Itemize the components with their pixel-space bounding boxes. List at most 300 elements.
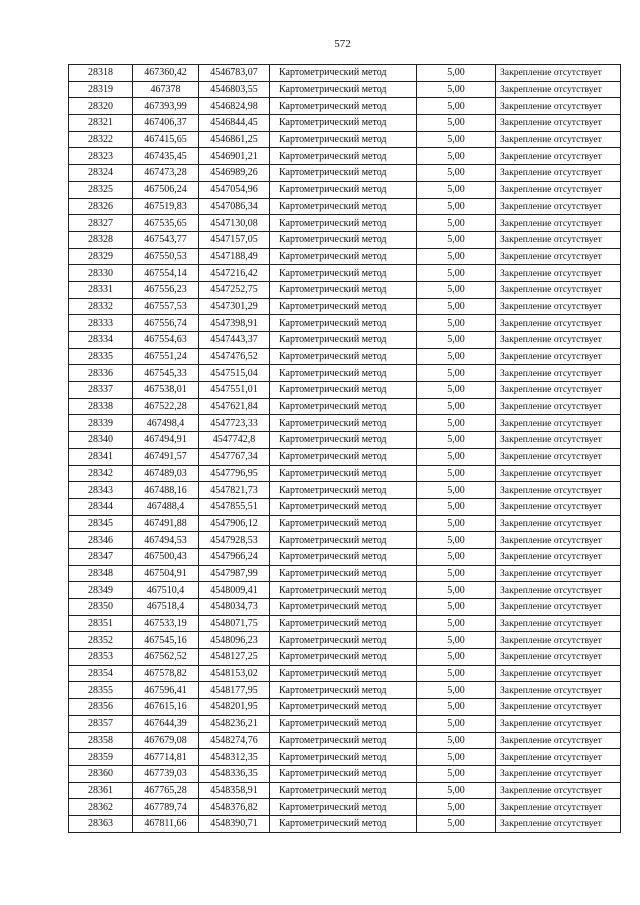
method-cell: Картометрический метод: [270, 699, 417, 716]
fixing-status-cell: Закрепление отсутствует: [496, 565, 621, 582]
y-coordinate-cell: 4548390,71: [199, 815, 270, 832]
fixing-status-cell: Закрепление отсутствует: [496, 498, 621, 515]
fixing-status-cell: Закрепление отсутствует: [496, 699, 621, 716]
y-coordinate-cell: 4547252,75: [199, 281, 270, 298]
method-cell: Картометрический метод: [270, 382, 417, 399]
accuracy-cell: 5,00: [417, 799, 496, 816]
fixing-status-cell: Закрепление отсутствует: [496, 198, 621, 215]
x-coordinate-cell: 467545,33: [133, 365, 199, 382]
point-number-cell: 28343: [69, 482, 133, 499]
x-coordinate-cell: 467557,53: [133, 298, 199, 315]
point-number-cell: 28345: [69, 515, 133, 532]
y-coordinate-cell: 4547767,34: [199, 448, 270, 465]
fixing-status-cell: Закрепление отсутствует: [496, 732, 621, 749]
x-coordinate-cell: 467510,4: [133, 582, 199, 599]
accuracy-cell: 5,00: [417, 265, 496, 282]
accuracy-cell: 5,00: [417, 732, 496, 749]
accuracy-cell: 5,00: [417, 482, 496, 499]
method-cell: Картометрический метод: [270, 65, 417, 82]
x-coordinate-cell: 467506,24: [133, 181, 199, 198]
method-cell: Картометрический метод: [270, 465, 417, 482]
fixing-status-cell: Закрепление отсутствует: [496, 548, 621, 565]
accuracy-cell: 5,00: [417, 782, 496, 799]
point-number-cell: 28340: [69, 432, 133, 449]
accuracy-cell: 5,00: [417, 115, 496, 132]
fixing-status-cell: Закрепление отсутствует: [496, 81, 621, 98]
method-cell: Картометрический метод: [270, 615, 417, 632]
method-cell: Картометрический метод: [270, 265, 417, 282]
fixing-status-cell: Закрепление отсутствует: [496, 715, 621, 732]
y-coordinate-cell: 4546844,45: [199, 115, 270, 132]
accuracy-cell: 5,00: [417, 665, 496, 682]
method-cell: Картометрический метод: [270, 348, 417, 365]
accuracy-cell: 5,00: [417, 382, 496, 399]
x-coordinate-cell: 467519,83: [133, 198, 199, 215]
method-cell: Картометрический метод: [270, 548, 417, 565]
accuracy-cell: 5,00: [417, 599, 496, 616]
table-row: [69, 115, 621, 132]
y-coordinate-cell: 4548127,25: [199, 649, 270, 666]
point-number-cell: 28363: [69, 815, 133, 832]
table-row: [69, 148, 621, 165]
table-row: [69, 799, 621, 816]
fixing-status-cell: Закрепление отсутствует: [496, 815, 621, 832]
method-cell: Картометрический метод: [270, 665, 417, 682]
y-coordinate-cell: 4547987,99: [199, 565, 270, 582]
y-coordinate-cell: 4548376,82: [199, 799, 270, 816]
y-coordinate-cell: 4547443,37: [199, 332, 270, 349]
fixing-status-cell: Закрепление отсутствует: [496, 131, 621, 148]
accuracy-cell: 5,00: [417, 649, 496, 666]
accuracy-cell: 5,00: [417, 231, 496, 248]
fixing-status-cell: Закрепление отсутствует: [496, 98, 621, 115]
y-coordinate-cell: 4547906,12: [199, 515, 270, 532]
table-row: [69, 749, 621, 766]
fixing-status-cell: Закрепление отсутствует: [496, 382, 621, 399]
table-row: [69, 765, 621, 782]
accuracy-cell: 5,00: [417, 565, 496, 582]
table-row: [69, 582, 621, 599]
y-coordinate-cell: 4547301,29: [199, 298, 270, 315]
accuracy-cell: 5,00: [417, 81, 496, 98]
accuracy-cell: 5,00: [417, 448, 496, 465]
point-number-cell: 28330: [69, 265, 133, 282]
accuracy-cell: 5,00: [417, 465, 496, 482]
x-coordinate-cell: 467500,43: [133, 548, 199, 565]
fixing-status-cell: Закрепление отсутствует: [496, 599, 621, 616]
y-coordinate-cell: 4546861,25: [199, 131, 270, 148]
accuracy-cell: 5,00: [417, 165, 496, 182]
method-cell: Картометрический метод: [270, 532, 417, 549]
method-cell: Картометрический метод: [270, 332, 417, 349]
method-cell: Картометрический метод: [270, 682, 417, 699]
accuracy-cell: 5,00: [417, 699, 496, 716]
point-number-cell: 28323: [69, 148, 133, 165]
table-row: [69, 398, 621, 415]
accuracy-cell: 5,00: [417, 715, 496, 732]
accuracy-cell: 5,00: [417, 548, 496, 565]
accuracy-cell: 5,00: [417, 415, 496, 432]
x-coordinate-cell: 467491,88: [133, 515, 199, 532]
table-row: [69, 65, 621, 82]
fixing-status-cell: Закрепление отсутствует: [496, 415, 621, 432]
fixing-status-cell: Закрепление отсутствует: [496, 682, 621, 699]
y-coordinate-cell: 4547796,95: [199, 465, 270, 482]
y-coordinate-cell: 4547476,52: [199, 348, 270, 365]
x-coordinate-cell: 467494,91: [133, 432, 199, 449]
point-number-cell: 28337: [69, 382, 133, 399]
point-number-cell: 28354: [69, 665, 133, 682]
fixing-status-cell: Закрепление отсутствует: [496, 265, 621, 282]
point-number-cell: 28318: [69, 65, 133, 82]
method-cell: Картометрический метод: [270, 565, 417, 582]
y-coordinate-cell: 4547551,01: [199, 382, 270, 399]
table-row: [69, 298, 621, 315]
method-cell: Картометрический метод: [270, 448, 417, 465]
accuracy-cell: 5,00: [417, 582, 496, 599]
accuracy-cell: 5,00: [417, 632, 496, 649]
x-coordinate-cell: 467550,53: [133, 248, 199, 265]
table-row: [69, 448, 621, 465]
x-coordinate-cell: 467473,28: [133, 165, 199, 182]
y-coordinate-cell: 4548236,21: [199, 715, 270, 732]
accuracy-cell: 5,00: [417, 315, 496, 332]
table-row: [69, 198, 621, 215]
fixing-status-cell: Закрепление отсутствует: [496, 298, 621, 315]
point-number-cell: 28341: [69, 448, 133, 465]
accuracy-cell: 5,00: [417, 365, 496, 382]
point-number-cell: 28358: [69, 732, 133, 749]
fixing-status-cell: Закрепление отсутствует: [496, 281, 621, 298]
table-row: [69, 382, 621, 399]
point-number-cell: 28322: [69, 131, 133, 148]
y-coordinate-cell: 4547855,51: [199, 498, 270, 515]
y-coordinate-cell: 4547966,24: [199, 548, 270, 565]
accuracy-cell: 5,00: [417, 398, 496, 415]
x-coordinate-cell: 467615,16: [133, 699, 199, 716]
table-row: [69, 632, 621, 649]
table-row: [69, 715, 621, 732]
method-cell: Картометрический метод: [270, 181, 417, 198]
y-coordinate-cell: 4547086,34: [199, 198, 270, 215]
x-coordinate-cell: 467415,65: [133, 131, 199, 148]
table-row: [69, 215, 621, 232]
point-number-cell: 28325: [69, 181, 133, 198]
x-coordinate-cell: 467491,57: [133, 448, 199, 465]
fixing-status-cell: Закрепление отсутствует: [496, 749, 621, 766]
table-row: [69, 98, 621, 115]
fixing-status-cell: Закрепление отсутствует: [496, 181, 621, 198]
fixing-status-cell: Закрепление отсутствует: [496, 532, 621, 549]
method-cell: Картометрический метод: [270, 715, 417, 732]
fixing-status-cell: Закрепление отсутствует: [496, 65, 621, 82]
table-row: [69, 81, 621, 98]
x-coordinate-cell: 467545,16: [133, 632, 199, 649]
y-coordinate-cell: 4547054,96: [199, 181, 270, 198]
accuracy-cell: 5,00: [417, 348, 496, 365]
method-cell: Картометрический метод: [270, 115, 417, 132]
point-number-cell: 28352: [69, 632, 133, 649]
x-coordinate-cell: 467765,28: [133, 782, 199, 799]
point-number-cell: 28334: [69, 332, 133, 349]
point-number-cell: 28342: [69, 465, 133, 482]
method-cell: Картометрический метод: [270, 815, 417, 832]
x-coordinate-cell: 467533,19: [133, 615, 199, 632]
fixing-status-cell: Закрепление отсутствует: [496, 782, 621, 799]
method-cell: Картометрический метод: [270, 415, 417, 432]
point-number-cell: 28347: [69, 548, 133, 565]
method-cell: Картометрический метод: [270, 365, 417, 382]
method-cell: Картометрический метод: [270, 799, 417, 816]
table-row: [69, 265, 621, 282]
point-number-cell: 28335: [69, 348, 133, 365]
x-coordinate-cell: 467789,74: [133, 799, 199, 816]
table-row: [69, 332, 621, 349]
point-number-cell: 28333: [69, 315, 133, 332]
y-coordinate-cell: 4547621,84: [199, 398, 270, 415]
point-number-cell: 28356: [69, 699, 133, 716]
point-number-cell: 28329: [69, 248, 133, 265]
x-coordinate-cell: 467498,4: [133, 415, 199, 432]
x-coordinate-cell: 467488,16: [133, 482, 199, 499]
y-coordinate-cell: 4548153,02: [199, 665, 270, 682]
x-coordinate-cell: 467488,4: [133, 498, 199, 515]
point-number-cell: 28326: [69, 198, 133, 215]
page-number: 572: [334, 38, 351, 50]
accuracy-cell: 5,00: [417, 248, 496, 265]
method-cell: Картометрический метод: [270, 248, 417, 265]
y-coordinate-cell: 4547723,33: [199, 415, 270, 432]
accuracy-cell: 5,00: [417, 432, 496, 449]
point-number-cell: 28349: [69, 582, 133, 599]
x-coordinate-cell: 467494,53: [133, 532, 199, 549]
point-number-cell: 28339: [69, 415, 133, 432]
fixing-status-cell: Закрепление отсутствует: [496, 148, 621, 165]
method-cell: Картометрический метод: [270, 398, 417, 415]
y-coordinate-cell: 4547742,8: [199, 432, 270, 449]
y-coordinate-cell: 4547398,91: [199, 315, 270, 332]
point-number-cell: 28324: [69, 165, 133, 182]
accuracy-cell: 5,00: [417, 749, 496, 766]
accuracy-cell: 5,00: [417, 131, 496, 148]
y-coordinate-cell: 4548009,41: [199, 582, 270, 599]
point-number-cell: 28331: [69, 281, 133, 298]
accuracy-cell: 5,00: [417, 615, 496, 632]
table-row: [69, 181, 621, 198]
method-cell: Картометрический метод: [270, 782, 417, 799]
point-number-cell: 28328: [69, 231, 133, 248]
point-number-cell: 28327: [69, 215, 133, 232]
x-coordinate-cell: 467554,14: [133, 265, 199, 282]
table-row: [69, 682, 621, 699]
table-row: [69, 131, 621, 148]
y-coordinate-cell: 4546989,26: [199, 165, 270, 182]
accuracy-cell: 5,00: [417, 148, 496, 165]
y-coordinate-cell: 4547216,42: [199, 265, 270, 282]
table-row: [69, 415, 621, 432]
accuracy-cell: 5,00: [417, 532, 496, 549]
method-cell: Картометрический метод: [270, 632, 417, 649]
x-coordinate-cell: 467504,91: [133, 565, 199, 582]
method-cell: Картометрический метод: [270, 298, 417, 315]
table-row: [69, 649, 621, 666]
table-row: [69, 665, 621, 682]
point-number-cell: 28319: [69, 81, 133, 98]
fixing-status-cell: Закрепление отсутствует: [496, 649, 621, 666]
accuracy-cell: 5,00: [417, 515, 496, 532]
x-coordinate-cell: 467406,37: [133, 115, 199, 132]
method-cell: Картометрический метод: [270, 315, 417, 332]
table-row: [69, 498, 621, 515]
method-cell: Картометрический метод: [270, 281, 417, 298]
method-cell: Картометрический метод: [270, 198, 417, 215]
accuracy-cell: 5,00: [417, 181, 496, 198]
fixing-status-cell: Закрепление отсутствует: [496, 365, 621, 382]
fixing-status-cell: Закрепление отсутствует: [496, 248, 621, 265]
table-body: [69, 65, 621, 833]
method-cell: Картометрический метод: [270, 165, 417, 182]
table-row: [69, 599, 621, 616]
table-row: [69, 348, 621, 365]
accuracy-cell: 5,00: [417, 332, 496, 349]
x-coordinate-cell: 467578,82: [133, 665, 199, 682]
method-cell: Картометрический метод: [270, 482, 417, 499]
fixing-status-cell: Закрепление отсутствует: [496, 398, 621, 415]
fixing-status-cell: Закрепление отсутствует: [496, 799, 621, 816]
table-row: [69, 515, 621, 532]
x-coordinate-cell: 467551,24: [133, 348, 199, 365]
fixing-status-cell: Закрепление отсутствует: [496, 448, 621, 465]
table-row: [69, 615, 621, 632]
table-row: [69, 732, 621, 749]
table-row: [69, 815, 621, 832]
y-coordinate-cell: 4548201,95: [199, 699, 270, 716]
accuracy-cell: 5,00: [417, 682, 496, 699]
x-coordinate-cell: 467554,63: [133, 332, 199, 349]
y-coordinate-cell: 4547130,08: [199, 215, 270, 232]
y-coordinate-cell: 4548312,35: [199, 749, 270, 766]
point-number-cell: 28353: [69, 649, 133, 666]
table-row: [69, 231, 621, 248]
accuracy-cell: 5,00: [417, 215, 496, 232]
y-coordinate-cell: 4547928,53: [199, 532, 270, 549]
y-coordinate-cell: 4547157,05: [199, 231, 270, 248]
x-coordinate-cell: 467535,65: [133, 215, 199, 232]
x-coordinate-cell: 467489,03: [133, 465, 199, 482]
method-cell: Картометрический метод: [270, 749, 417, 766]
fixing-status-cell: Закрепление отсутствует: [496, 115, 621, 132]
fixing-status-cell: Закрепление отсутствует: [496, 215, 621, 232]
fixing-status-cell: Закрепление отсутствует: [496, 582, 621, 599]
y-coordinate-cell: 4548274,76: [199, 732, 270, 749]
point-number-cell: 28344: [69, 498, 133, 515]
accuracy-cell: 5,00: [417, 765, 496, 782]
x-coordinate-cell: 467562,52: [133, 649, 199, 666]
accuracy-cell: 5,00: [417, 298, 496, 315]
table-row: [69, 548, 621, 565]
point-number-cell: 28320: [69, 98, 133, 115]
fixing-status-cell: Закрепление отсутствует: [496, 765, 621, 782]
point-number-cell: 28338: [69, 398, 133, 415]
x-coordinate-cell: 467538,01: [133, 382, 199, 399]
y-coordinate-cell: 4548358,91: [199, 782, 270, 799]
accuracy-cell: 5,00: [417, 198, 496, 215]
table-row: [69, 565, 621, 582]
point-number-cell: 28362: [69, 799, 133, 816]
point-number-cell: 28355: [69, 682, 133, 699]
x-coordinate-cell: 467596,41: [133, 682, 199, 699]
fixing-status-cell: Закрепление отсутствует: [496, 432, 621, 449]
fixing-status-cell: Закрепление отсутствует: [496, 165, 621, 182]
x-coordinate-cell: 467644,39: [133, 715, 199, 732]
point-number-cell: 28361: [69, 782, 133, 799]
y-coordinate-cell: 4546803,55: [199, 81, 270, 98]
x-coordinate-cell: 467739,03: [133, 765, 199, 782]
coordinates-table: [68, 64, 621, 833]
point-number-cell: 28360: [69, 765, 133, 782]
fixing-status-cell: Закрепление отсутствует: [496, 231, 621, 248]
x-coordinate-cell: 467543,77: [133, 231, 199, 248]
table-row: [69, 432, 621, 449]
table-row: [69, 465, 621, 482]
fixing-status-cell: Закрепление отсутствует: [496, 665, 621, 682]
accuracy-cell: 5,00: [417, 98, 496, 115]
method-cell: Картометрический метод: [270, 432, 417, 449]
y-coordinate-cell: 4547821,73: [199, 482, 270, 499]
point-number-cell: 28332: [69, 298, 133, 315]
table-row: [69, 165, 621, 182]
table-row: [69, 532, 621, 549]
x-coordinate-cell: 467679,08: [133, 732, 199, 749]
method-cell: Картометрический метод: [270, 765, 417, 782]
fixing-status-cell: Закрепление отсутствует: [496, 348, 621, 365]
y-coordinate-cell: 4548177,95: [199, 682, 270, 699]
fixing-status-cell: Закрепление отсутствует: [496, 332, 621, 349]
point-number-cell: 28348: [69, 565, 133, 582]
x-coordinate-cell: 467556,74: [133, 315, 199, 332]
fixing-status-cell: Закрепление отсутствует: [496, 315, 621, 332]
method-cell: Картометрический метод: [270, 98, 417, 115]
point-number-cell: 28357: [69, 715, 133, 732]
accuracy-cell: 5,00: [417, 815, 496, 832]
y-coordinate-cell: 4546824,98: [199, 98, 270, 115]
method-cell: Картометрический метод: [270, 231, 417, 248]
y-coordinate-cell: 4546783,07: [199, 65, 270, 82]
x-coordinate-cell: 467435,45: [133, 148, 199, 165]
point-number-cell: 28351: [69, 615, 133, 632]
fixing-status-cell: Закрепление отсутствует: [496, 515, 621, 532]
point-number-cell: 28350: [69, 599, 133, 616]
method-cell: Картометрический метод: [270, 515, 417, 532]
x-coordinate-cell: 467360,42: [133, 65, 199, 82]
fixing-status-cell: Закрепление отсутствует: [496, 615, 621, 632]
method-cell: Картометрический метод: [270, 599, 417, 616]
method-cell: Картометрический метод: [270, 649, 417, 666]
table-row: [69, 365, 621, 382]
method-cell: Картометрический метод: [270, 215, 417, 232]
table-row: [69, 699, 621, 716]
accuracy-cell: 5,00: [417, 65, 496, 82]
x-coordinate-cell: 467811,66: [133, 815, 199, 832]
point-number-cell: 28336: [69, 365, 133, 382]
y-coordinate-cell: 4548336,35: [199, 765, 270, 782]
y-coordinate-cell: 4546901,21: [199, 148, 270, 165]
table-row: [69, 482, 621, 499]
table-row: [69, 315, 621, 332]
method-cell: Картометрический метод: [270, 81, 417, 98]
fixing-status-cell: Закрепление отсутствует: [496, 632, 621, 649]
y-coordinate-cell: 4548096,23: [199, 632, 270, 649]
